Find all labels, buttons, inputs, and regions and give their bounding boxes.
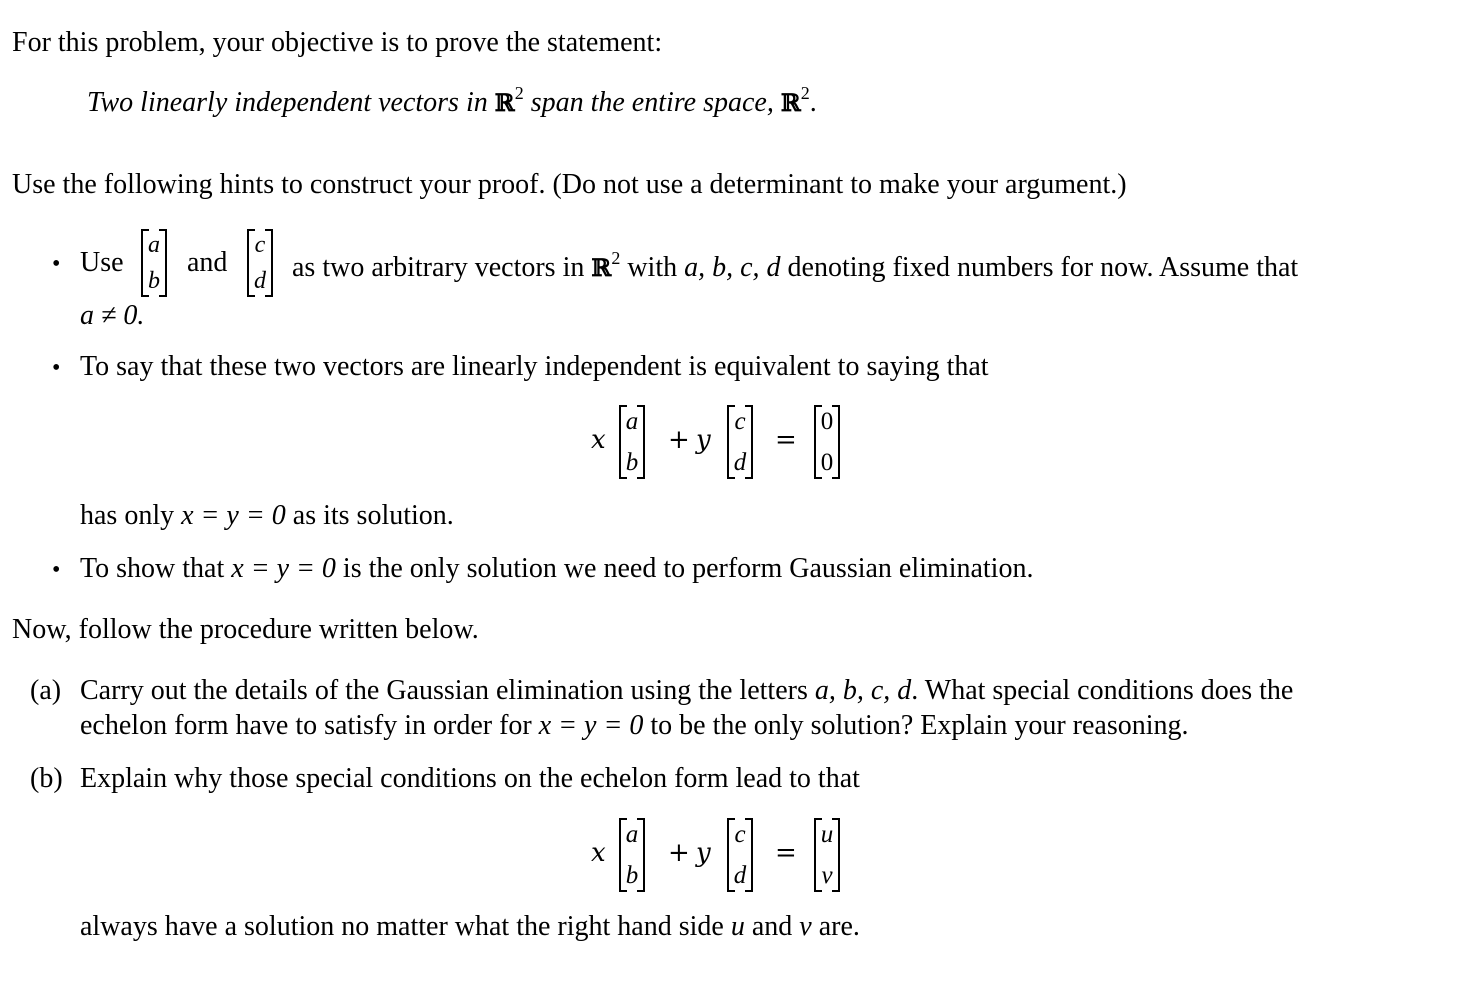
statement-exponent: 2 xyxy=(514,83,524,103)
eq2-equals: = xyxy=(775,838,797,868)
hint1-use: Use xyxy=(80,247,124,278)
eq1-equals: = xyxy=(775,425,797,455)
bullet-1: • xyxy=(52,251,61,277)
hint1-vec1-bottom: b xyxy=(148,268,160,294)
part-b-v: v xyxy=(799,911,812,942)
eq1-vec2-bottom: d xyxy=(733,449,747,476)
eq1-vector-ab xyxy=(619,405,645,479)
eq2-plus: + xyxy=(668,838,690,868)
eq2-vec1-top: a xyxy=(625,821,639,848)
hint1-vec2-top: c xyxy=(254,232,266,258)
statement-part1: Two linearly independent vectors in xyxy=(87,87,495,118)
hint1-vars: a, b, c, d xyxy=(684,252,781,283)
hint1-exponent: 2 xyxy=(611,248,621,268)
eq2-y: y xyxy=(696,838,711,868)
hint1-vec2-bottom: d xyxy=(254,268,266,294)
part-b-after1: always have a solution no matter what the right hand side xyxy=(80,911,731,942)
hint1-vec1-top: a xyxy=(148,232,160,258)
hint2-after1: has only xyxy=(80,500,182,531)
eq2-vector-rhs xyxy=(814,818,840,892)
eq1-y: y xyxy=(696,425,711,455)
eq1-rhs-top: 0 xyxy=(820,408,834,435)
eq2-x: x xyxy=(591,838,606,868)
statement-exponent-2: 2 xyxy=(800,83,810,103)
hint1-vector-ab xyxy=(141,229,167,297)
hint1-text1: as two arbitrary vectors in xyxy=(292,252,592,283)
eq1-rhs-bottom: 0 xyxy=(820,449,834,476)
eq2-vector-ab xyxy=(619,818,645,892)
hint2-text: To say that these two vectors are linearly independent is equivalent to saying that xyxy=(80,351,989,382)
statement-end: . xyxy=(809,87,817,118)
eq2-rhs-bottom: v xyxy=(821,862,833,889)
bullet-2: • xyxy=(52,355,61,381)
statement-real-symbol: ℝ xyxy=(494,88,515,117)
hint1-text3: denoting fixed numbers for now. Assume that xyxy=(780,252,1299,283)
eq2-vec2-top: c xyxy=(734,821,746,848)
hint3-text1: To show that xyxy=(80,553,232,584)
bullet-3: • xyxy=(52,557,61,583)
eq1-vector-rhs xyxy=(814,405,840,479)
hint2-after-math: x = y = 0 xyxy=(181,500,286,531)
hint1-condition: a ≠ 0. xyxy=(80,300,145,331)
hint1-vector-cd xyxy=(247,229,273,297)
statement-real-symbol-2: ℝ xyxy=(780,88,801,117)
part-a-line2a: echelon form have to satisfy in order for xyxy=(80,710,539,741)
hint2-after2: as its solution. xyxy=(285,500,454,531)
statement xyxy=(87,84,817,117)
hint3-text2: is the only solution we need to perform Gaussian elimination. xyxy=(335,553,1034,584)
part-a-line2 xyxy=(80,712,1189,740)
part-b-u: u xyxy=(730,911,745,942)
part-a-line1 xyxy=(80,677,1293,705)
eq1-vec1-top: a xyxy=(625,408,639,435)
hint2-after xyxy=(80,502,454,530)
hint1-and: and xyxy=(187,247,228,278)
eq1-x: x xyxy=(591,425,606,455)
procedure-intro: Now, follow the procedure written below. xyxy=(12,614,479,645)
eq1-plus: + xyxy=(668,425,690,455)
part-a-vars: a, b, c, d xyxy=(814,675,912,706)
hint1-text xyxy=(292,249,1298,282)
intro-text: For this problem, your objective is to prove the statement: xyxy=(12,27,663,58)
statement-part2: span the entire space, xyxy=(523,87,781,118)
eq1-vector-cd xyxy=(727,405,753,479)
hint-intro: Use the following hints to construct your proof. (Do not use a determinant to make your argument.) xyxy=(12,169,1127,200)
hint3-text xyxy=(80,555,1033,583)
part-b-after xyxy=(80,913,860,941)
hint3-math: x = y = 0 xyxy=(231,553,336,584)
eq1-vec2-top: c xyxy=(734,408,746,435)
hint1-real-symbol: ℝ xyxy=(591,253,612,282)
eq2-vector-cd xyxy=(727,818,753,892)
eq2-rhs-top: u xyxy=(820,821,834,848)
hint1-text2: with xyxy=(620,252,685,283)
eq2-vec1-bottom: b xyxy=(625,862,639,889)
part-a-line1a: Carry out the details of the Gaussian elimination using the letters xyxy=(80,675,815,706)
eq1-vec1-bottom: b xyxy=(625,449,639,476)
part-a-line1b: . What special conditions does the xyxy=(911,675,1294,706)
part-a-label: (a) xyxy=(30,675,62,706)
eq2-vec2-bottom: d xyxy=(733,862,747,889)
part-a-line2b: to be the only solution? Explain your reasoning. xyxy=(643,710,1189,741)
part-a-math: x = y = 0 xyxy=(538,710,644,741)
part-b-text: Explain why those special conditions on the echelon form lead to that xyxy=(80,763,860,794)
part-b-label: (b) xyxy=(30,763,63,794)
part-b-after2: are. xyxy=(811,911,860,942)
part-b-and: and xyxy=(744,911,800,942)
